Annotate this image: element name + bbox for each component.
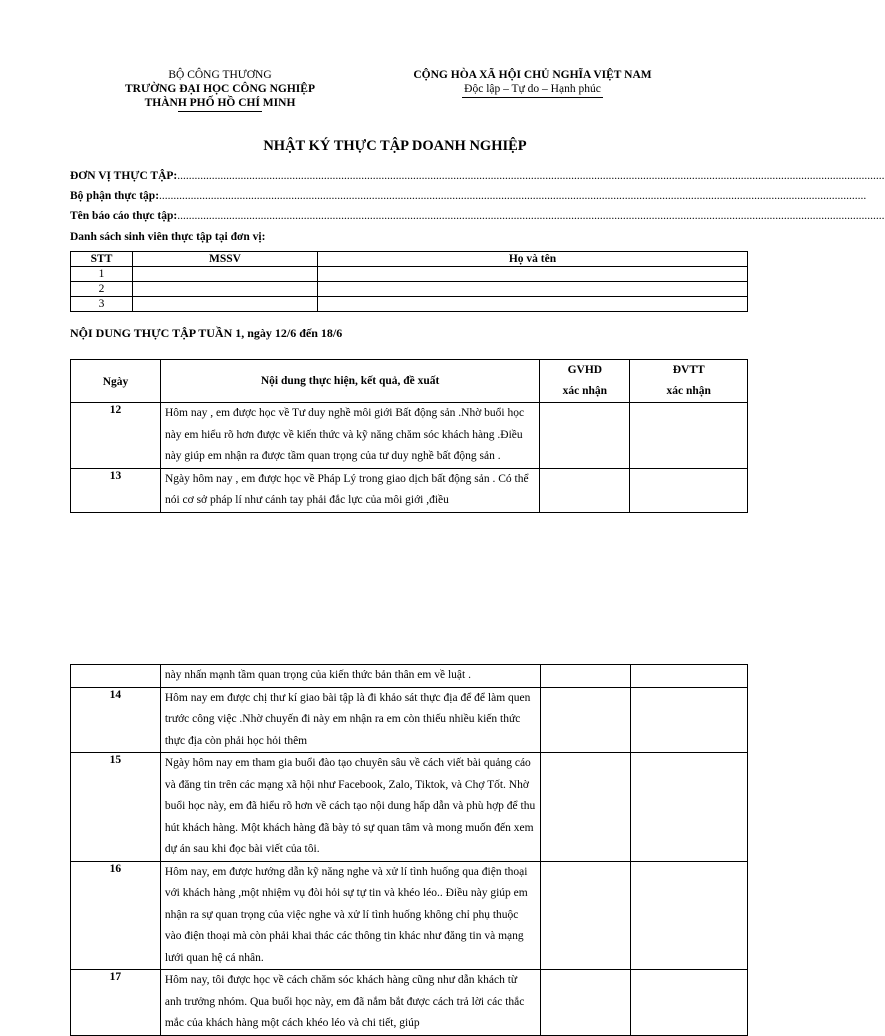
- mssv-cell: [133, 297, 318, 312]
- student-table: [70, 251, 748, 312]
- content-cell: Ngày hôm nay , em được học về Pháp Lý trong giao dịch bất động sản . Có thể nói cơ sở pháp lí như cánh tay phải đắc lực của môi giới ,điều: [160, 468, 539, 512]
- info-don-vi-label: ĐƠN VỊ THỰC TẬP:: [70, 170, 178, 182]
- name-cell: [318, 297, 748, 312]
- info-bo-phan: [70, 190, 867, 202]
- info-danh-sach-label: Danh sách sinh viên thực tập tại đơn vị:: [70, 231, 266, 243]
- content-cell: này nhấn mạnh tầm quan trọng của kiến thức bản thân em về luật .: [160, 665, 540, 688]
- content-cell: Hôm nay , em được học về Tư duy nghề môi giới Bất động sản .Nhờ buổi học này em hiểu rõ hơn được về kiến thức và kỹ năng chăm sóc khách hàng .Điều này giúp em nhận ra được tầm quan trọng của tư duy nghề bất động sản .: [160, 403, 539, 469]
- university-city: THÀNH PHỐ HỒ CHÍ MINH: [144, 97, 296, 109]
- header-mssv: MSSV: [133, 252, 318, 267]
- info-dots: ......................................................................................................................................................................................................................................................: [177, 210, 885, 222]
- document-title: NHẬT KÝ THỰC TẬP DOANH NGHIỆP: [263, 138, 527, 154]
- table-row: [71, 403, 748, 469]
- header-gvhd-line1: GVHD: [567, 364, 603, 376]
- table-row: [71, 297, 748, 312]
- header-gvhd: [540, 360, 630, 403]
- national-motto: Độc lập – Tự do – Hạnh phúc: [462, 82, 603, 98]
- table-row: [71, 753, 748, 862]
- table-row: [71, 282, 748, 297]
- student-table-header: [71, 252, 748, 267]
- national-header: [395, 68, 670, 98]
- table-row: [71, 468, 748, 512]
- stt-cell: 1: [71, 267, 133, 282]
- university-name: TRƯỜNG ĐẠI HỌC CÔNG NGHIỆP: [125, 83, 315, 95]
- day-cell: 16: [71, 861, 161, 970]
- content-cell: Hôm nay, tôi được học về cách chăm sóc khách hàng cũng như dẫn khách từ anh trưởng nhóm. Qua buổi học này, em đã nắm bắt được cách trả lời các thắc mắc của khách hàng một cách khéo léo và chi tiết, giúp: [160, 970, 540, 1036]
- mssv-cell: [133, 282, 318, 297]
- table-row: [71, 687, 748, 753]
- dvtt-cell: [630, 468, 748, 512]
- log-table-header: [71, 360, 748, 403]
- info-dots: ......................................................................................................................................................................................................................................................: [159, 190, 867, 202]
- table-row: [71, 861, 748, 970]
- header-ho-ten: Họ và tên: [318, 252, 748, 267]
- header-content: Nội dung thực hiện, kết quả, đề xuất: [160, 360, 539, 403]
- stt-cell: 2: [71, 282, 133, 297]
- info-bo-phan-label: Bộ phận thực tập:: [70, 190, 160, 202]
- week-title: NỘI DUNG THỰC TẬP TUẦN 1, ngày 12/6 đến 18/6: [70, 326, 343, 340]
- day-cell: 13: [71, 468, 161, 512]
- header-day: Ngày: [71, 360, 161, 403]
- ministry-header: [110, 68, 330, 112]
- gvhd-cell: [541, 970, 631, 1036]
- content-cell: Ngày hôm nay em tham gia buổi đào tạo chuyên sâu về cách viết bài quảng cáo và đăng tin trên các mạng xã hội như Facebook, Zalo, Tiktok, và Chợ Tốt. Nhờ buổi học này, em đã hiểu rõ hơn về cách tạo nội dung hấp dẫn và phù hợp để thu hút khách hàng. Một khách hàng đã bày tỏ sự quan tâm và mong muốn đến xem dự án sau khi đọc bài viết của tôi.: [160, 753, 540, 862]
- day-cell: 15: [71, 753, 161, 862]
- day-cell: 17: [71, 970, 161, 1036]
- name-cell: [318, 267, 748, 282]
- dvtt-cell: [630, 861, 747, 970]
- day-cell: [71, 665, 161, 688]
- gvhd-cell: [541, 861, 631, 970]
- dvtt-cell: [630, 687, 747, 753]
- header-dvtt: [630, 360, 748, 403]
- national-title: CỘNG HÒA XÃ HỘI CHỦ NGHĨA VIỆT NAM: [413, 69, 652, 81]
- gvhd-cell: [540, 468, 630, 512]
- day-cell: 14: [71, 687, 161, 753]
- log-table-page2: [70, 664, 748, 1036]
- name-cell: [318, 282, 748, 297]
- table-row: [71, 970, 748, 1036]
- gvhd-cell: [541, 687, 631, 753]
- header-dvtt-line1: ĐVTT: [672, 364, 705, 376]
- gvhd-cell: [541, 753, 631, 862]
- header-gvhd-line2: xác nhận: [562, 385, 608, 397]
- info-danh-sach: [70, 231, 768, 243]
- day-cell: 12: [71, 403, 161, 469]
- content-cell: Hôm nay em được chị thư kí giao bài tập là đi khảo sát thực địa để để làm quen trước công việc .Nhờ chuyến đi này em nhận ra em còn thiếu nhiều kiến thức thực địa còn phải học hỏi thêm: [160, 687, 540, 753]
- info-ten-bao-cao-label: Tên báo cáo thực tập:: [70, 210, 178, 222]
- table-row: [71, 267, 748, 282]
- gvhd-cell: [540, 403, 630, 469]
- header-stt: STT: [71, 252, 133, 267]
- dvtt-cell: [630, 970, 747, 1036]
- info-ten-bao-cao: [70, 210, 885, 222]
- log-table-page1: [70, 359, 748, 513]
- mssv-cell: [133, 267, 318, 282]
- ministry-name: BỘ CÔNG THƯƠNG: [168, 69, 272, 81]
- content-cell: Hôm nay, em được hướng dẫn kỹ năng nghe và xử lí tình huống qua điện thoại với khách hàng ,một nhiệm vụ đòi hỏi sự tự tin và khéo léo.. Điều này giúp em nhận ra sự quan trọng của việc nghe và xử lí tình huống không chỉ phụ thuộc vào điện thoại mà còn phải khai thác các thông tin khác như đăng tin và mạng lưới quan hệ cá nhân.: [160, 861, 540, 970]
- gvhd-cell: [541, 665, 631, 688]
- header-dvtt-line2: xác nhận: [666, 385, 711, 397]
- dvtt-cell: [630, 403, 748, 469]
- header-rule: [178, 111, 262, 112]
- dvtt-cell: [630, 753, 747, 862]
- table-row: [71, 665, 748, 688]
- info-dots: ......................................................................................................................................................................................................................................................: [177, 170, 885, 182]
- stt-cell: 3: [71, 297, 133, 312]
- info-don-vi: [70, 170, 885, 182]
- dvtt-cell: [630, 665, 747, 688]
